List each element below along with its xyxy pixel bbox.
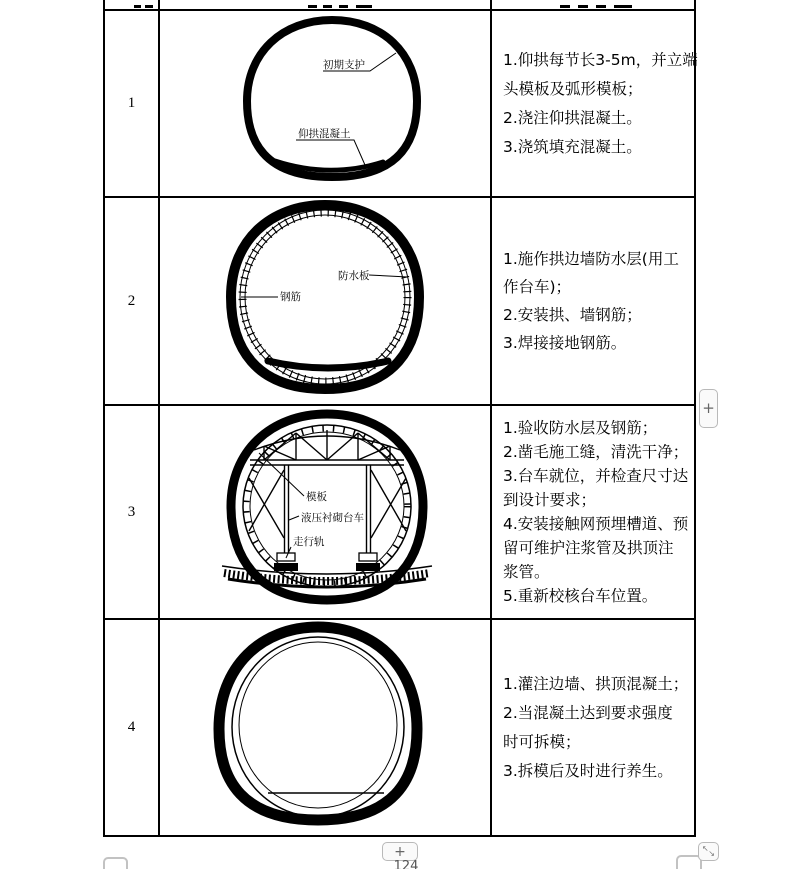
step-text-line: 2.凿毛施工缝，清洗干净； [503, 443, 689, 461]
tunnel-diagram-step2 [160, 198, 490, 404]
row-number-cell [105, 406, 160, 618]
steps-cell [492, 11, 698, 196]
plus-icon: + [394, 843, 406, 860]
steps-cell [492, 406, 694, 618]
row-number: 1 [127, 95, 136, 111]
label-text: 防水板 [338, 270, 370, 282]
header-cell-steps [492, 0, 694, 9]
invert-concrete-arc [268, 361, 388, 368]
tunnel-diagram-step1 [160, 11, 490, 196]
header-cell-no [105, 0, 160, 9]
step-text-line: 3.浇筑填充混凝土。 [503, 137, 642, 156]
table-row-step1 [105, 11, 698, 198]
label-text: 走行轨 [293, 536, 325, 548]
label-waterproof-board [338, 269, 408, 282]
label-text: 钢筋 [280, 291, 301, 303]
trolley-wheels [274, 553, 380, 571]
header-text-fragment [323, 5, 332, 8]
expand-button[interactable] [698, 842, 719, 861]
header-text-fragment [614, 5, 632, 8]
step-text-line: 时可拆模； [503, 732, 581, 751]
label-text: 初期支护 [323, 59, 365, 71]
table-row-step2 [105, 198, 694, 406]
step-text-line: 2.浇注仰拱混凝土。 [503, 108, 642, 127]
step-text-line: 浆管。 [503, 563, 550, 581]
tunnel-diagram-step3 [160, 406, 490, 618]
step-text-line: 作台车)； [503, 278, 572, 296]
step-text-line: 2.当混凝土达到要求强度 [503, 703, 673, 722]
label-text: 模板 [306, 491, 327, 503]
steps-cell [492, 198, 694, 404]
step-text-line: 5.重新校核台车位置。 [503, 587, 658, 605]
diagram-cell [160, 620, 492, 835]
header-text-fragment [560, 5, 570, 8]
diagram-cell [160, 198, 492, 404]
leader-line [289, 516, 299, 520]
label-hydraulic-lining-trolley [289, 511, 364, 524]
construction-steps-table [103, 0, 696, 837]
step-text-line: 1.施作拱边墙防水层(用工 [503, 250, 679, 268]
arrow-nw-icon: ↖ [702, 844, 709, 853]
step-text-line: 3.拆模后及时进行养生。 [503, 761, 673, 780]
label-text: 液压衬砌台车 [301, 512, 364, 524]
bottom-left-partial-panel[interactable] [103, 857, 128, 869]
arrow-se-icon: ↘ [708, 849, 715, 858]
header-text-fragment [596, 5, 606, 8]
header-text-fragment [356, 5, 372, 8]
tunnel-ring [219, 627, 417, 820]
step-text-line: 2.安装拱、墙钢筋； [503, 306, 642, 324]
lining-inner-circle [239, 642, 397, 808]
row-number-cell [105, 620, 160, 835]
header-text-fragment [145, 5, 153, 8]
header-text-fragment [134, 5, 141, 8]
header-cell-diagram [160, 0, 492, 9]
label-running-rail [286, 535, 325, 558]
table-header-row-partial [105, 0, 694, 11]
step-text-line: 头模板及弧形模板； [503, 79, 643, 98]
lining-outer-circle [232, 637, 404, 817]
label-initial-support [323, 53, 396, 71]
label-rebar [241, 290, 301, 303]
plus-icon: + [702, 399, 715, 417]
header-text-fragment [578, 5, 588, 8]
step-text-line: 1.仰拱每节长3-5m，并立端 [503, 50, 698, 69]
step-text-line: 1.验收防水层及钢筋； [503, 419, 658, 437]
table-row-step3 [105, 406, 694, 620]
header-text-fragment [339, 5, 348, 8]
row-number-cell [105, 11, 160, 196]
row-number: 3 [127, 503, 136, 520]
table-row-step4 [105, 620, 694, 837]
step-text-line: 3.台车就位，并检查尺寸达 [503, 467, 689, 485]
step-text-line: 4.安装接触网预埋槽道、预 [503, 515, 689, 533]
label-invert-concrete [296, 127, 365, 165]
page-number: 124 [393, 859, 419, 869]
row-number: 4 [127, 719, 136, 735]
row-number: 2 [127, 292, 136, 309]
step-text-line: 3.焊接接地钢筋。 [503, 334, 627, 352]
leader-line [296, 140, 365, 165]
step-text-line: 留可维护注浆管及拱顶注 [503, 539, 674, 557]
diagram-cell [160, 11, 492, 196]
step-text-line: 1.灌注边墙、拱顶混凝土； [503, 674, 689, 693]
steps-cell [492, 620, 694, 835]
tunnel-ring [247, 20, 417, 177]
side-add-button[interactable] [699, 389, 718, 428]
diagram-cell [160, 406, 492, 618]
step-text-line: 到设计要求； [503, 491, 597, 509]
row-number-cell [105, 198, 160, 404]
tunnel-diagram-step4 [160, 620, 490, 835]
label-text: 仰拱混凝土 [298, 128, 351, 140]
header-text-fragment [308, 5, 317, 8]
